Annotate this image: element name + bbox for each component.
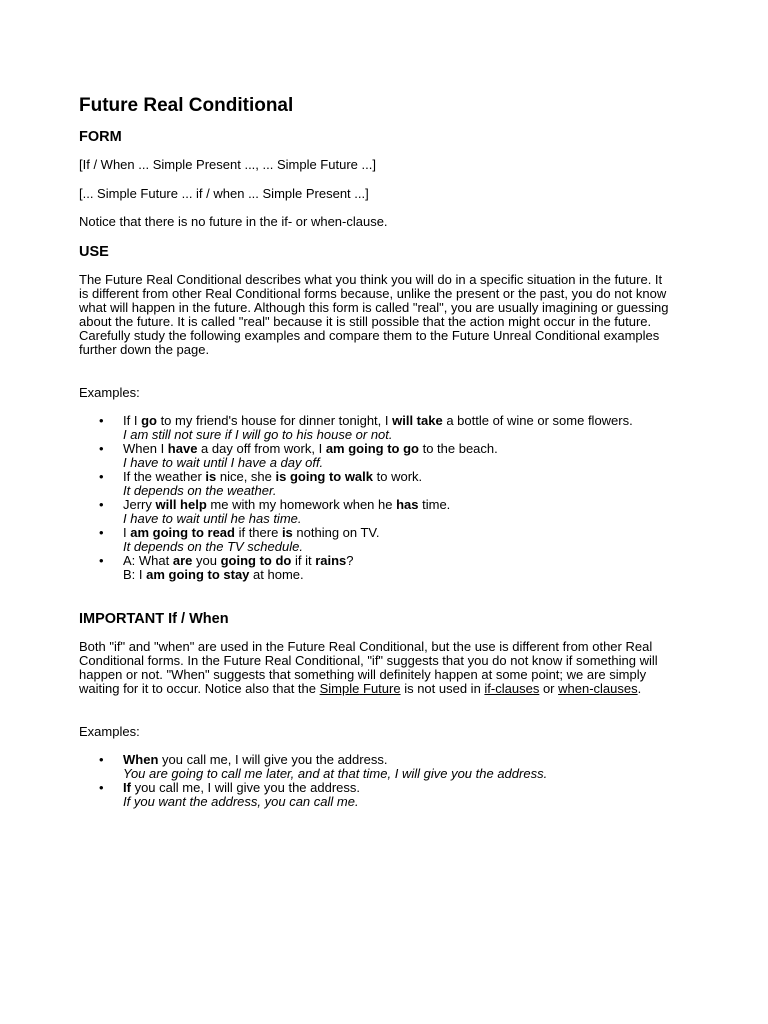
bullet-icon: • [99,780,104,795]
simple-future-link[interactable]: Simple Future [319,681,401,696]
form-heading: FORM [79,129,122,145]
list-item: • If you call me, I will give you the address. If you want the address, you can call me. [79,781,679,809]
if-clauses-link[interactable]: if-clauses [484,681,540,696]
bullet-icon: • [99,469,104,484]
use-paragraph: The Future Real Conditional describes what you think you will do in a specific situation in the future. It is different from other Real Conditional forms because, unlike the present or the past, you do not know what will happen in the future. Although this form is called "real", you are usually imagining or guessing about the future. It is called "real" because it is still possible that the action might occur in the future. Carefully study the following examples and compare them to the Future Unreal Conditional examples further down the page. [79,272,669,357]
example-note: I have to wait until I have a day off. [123,455,324,470]
bullet-icon: • [99,497,104,512]
form-line-1: [If / When ... Simple Present ..., ... Simple Future ...] [79,157,376,172]
bullet-icon: • [99,553,104,568]
use-heading: USE [79,244,109,260]
list-item: • A: What are you going to do if it rains? B: I am going to stay at home. [79,554,679,582]
important-examples-list [79,753,679,809]
example-note: If you want the address, you can call me. [123,794,359,809]
list-item: • When you call me, I will give you the address. You are going to call me later, and at that time, I will give you the address. [79,753,679,781]
example-note: It depends on the weather. [123,483,277,498]
use-examples-label: Examples: [79,385,140,400]
list-item: • If I go to my friend's house for dinner tonight, I will take a bottle of wine or some flowers. I am still not sure if I will go to his house or not. [79,414,679,442]
example-note: You are going to call me later, and at that time, I will give you the address. [123,766,548,781]
important-heading: IMPORTANT If / When [79,611,229,627]
dialogue-line-b: B: I am going to stay at home. [123,567,304,582]
bullet-icon: • [99,413,104,428]
bullet-icon: • [99,525,104,540]
important-examples-label: Examples: [79,724,140,739]
bullet-icon: • [99,752,104,767]
example-note: It depends on the TV schedule. [123,539,303,554]
list-item: • Jerry will help me with my homework when he has time. I have to wait until he has time. [79,498,679,526]
form-line-2: [... Simple Future ... if / when ... Simple Present ...] [79,186,369,201]
bullet-icon: • [99,441,104,456]
important-paragraph: Both "if" and "when" are used in the Future Real Conditional, but the use is different from other Real Conditional forms. In the Future Real Conditional, "if" suggests that you do not know if something will happen or not. "When" suggests that something will definitely happen at some point; we are simply waiting for it to occur. Notice also that the Simple Future is not used in if-clauses or when-clauses. [79,639,658,696]
when-clauses-link[interactable]: when-clauses [558,681,638,696]
example-note: I have to wait until he has time. [123,511,302,526]
use-examples-list [79,414,679,582]
list-item: • If the weather is nice, she is going to walk to work. It depends on the weather. [79,470,679,498]
list-item: • I am going to read if there is nothing on TV. It depends on the TV schedule. [79,526,679,554]
page-title: Future Real Conditional [79,95,294,116]
example-note: I am still not sure if I will go to his house or not. [123,427,393,442]
form-notice: Notice that there is no future in the if- or when-clause. [79,214,388,229]
list-item: • When I have a day off from work, I am going to go to the beach. I have to wait until I have a day off. [79,442,679,470]
